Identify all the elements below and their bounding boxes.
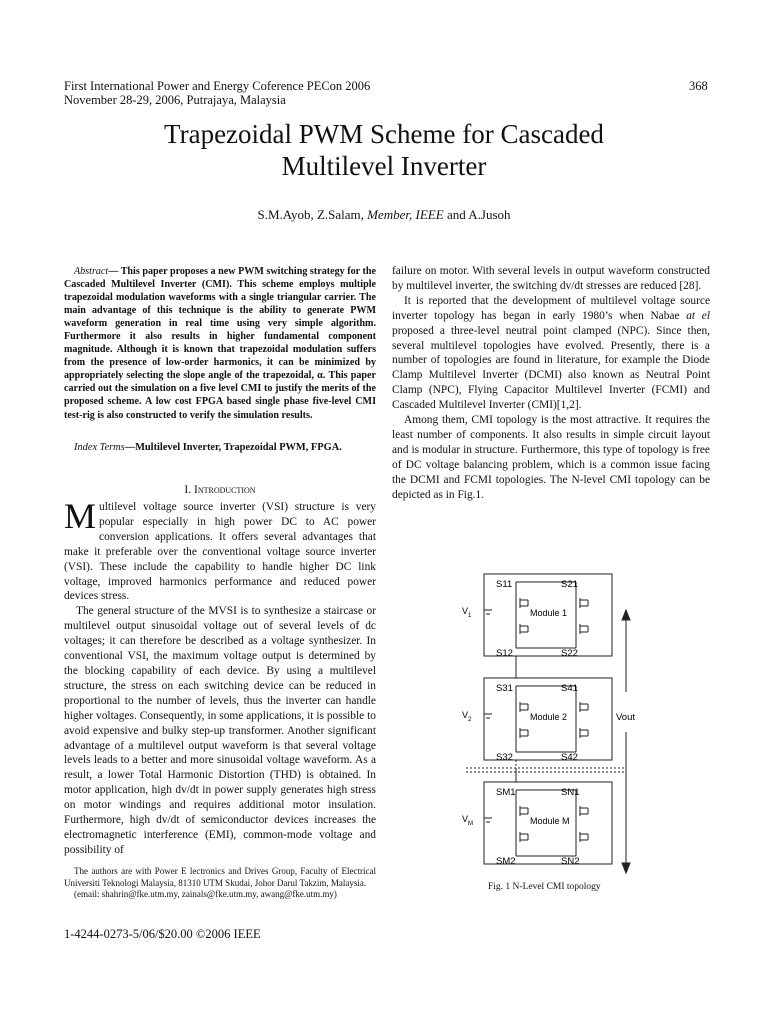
switch-s41: [576, 700, 588, 714]
abstract-label: Abstract: [74, 266, 109, 277]
switch-label: S12: [496, 648, 513, 659]
switch-sm2: [516, 830, 528, 844]
switch-label: S41: [561, 683, 578, 694]
dc-source-label: $V_1$: [462, 606, 472, 619]
conference-name: First International Power and Energy Coference PECon 2006: [64, 79, 371, 93]
conference-dates: November 28-29, 2006, Putrajaya, Malaysia: [64, 93, 286, 107]
abstract-text: — This paper proposes a new PWM switching strategy for the Cascaded Multilevel Inverter (CMI). This scheme employs multiple trapezoidal modulation waveforms with a single triangular carrier. The main advantage of this technique is the ability to generate PWM waveform generation in real time using very simple algorithm. Furthermore it also results in higher fundamental component magnitude. Although it is known that trapezoidal modulation suffers from the presence of low-order harmonics, it can be minimized by appropriately selecting the slope angle of the trapezoidal, α. This paper carried out the simulation on a five level CMI to justify the merits of the proposed scheme. A low cost FPGA based single phase five-level CMI test-rig is also constructed to verify the simulation results.: [64, 266, 376, 421]
switch-s31: [516, 700, 528, 714]
switch-s32: [516, 726, 528, 740]
author-line: S.M.Ayob, Z.Salam, Member, IEEE and A.Jusoh: [257, 207, 511, 222]
running-header: [64, 79, 370, 107]
switch-sm1: [516, 804, 528, 818]
switch-label: S31: [496, 683, 513, 694]
switch-label: SM1: [496, 787, 516, 798]
switch-label: S11: [496, 579, 513, 590]
module-label: Module M: [530, 816, 570, 826]
vout-label: Vout: [616, 712, 636, 723]
copyright-line: 1-4244-0273-5/06/$20.00 ©2006 IEEE: [64, 927, 261, 941]
switch-label: S22: [561, 648, 578, 659]
paper-title: Trapezoidal PWM Scheme for Cascaded Multilevel Inverter: [164, 119, 604, 181]
figure-caption: Fig. 1 N-Level CMI topology: [488, 882, 601, 892]
drop-cap: M: [64, 496, 97, 536]
switch-label: S21: [561, 579, 578, 590]
index-terms: Index Terms—Multilevel Inverter, Trapezoidal PWM, FPGA.: [74, 442, 342, 453]
cmi-topology-figure: [462, 560, 666, 882]
index-terms-label: Index Terms: [74, 442, 125, 453]
dc-source-label: $V_M$: [462, 814, 474, 827]
switch-label: S42: [561, 752, 578, 763]
module-label: Module 1: [530, 608, 568, 618]
footnote: The authors are with Power E lectronics and Drives Group, Faculty of Electrical Universiti Teknologi Malaysia, 81310 UTM Skudai, Johor Darul Takzim, Malaysia. (email: shahrin@fke.utm.my, zainals@fke.utm.my, awang@fke.utm.my): [64, 866, 376, 899]
section-heading: I. Introduction: [184, 484, 256, 496]
switch-s42: [576, 726, 588, 740]
right-column-body: failure on motor. With several levels in output waveform constructed by multilevel inverter, the switching dv/dt stresses are reduced [28]. It is reported that the development of multilevel voltage source inverter topology has began in early 1980’s when Nabae at el proposed a three-level neutral point clamped (NPC). Since then, several multilevel topologies have evolved. Presently, there is a number of topologies are found in literature, for example the Diode Clamp Multilevel Inverter (DCMI) also known as Neutral Point Clamp (NPC), Flying Capacitor Multilevel Inverter (FCMI) and Cascaded Multilevel Inverter (CMI)[1,2]. Among them, CMI topology is the most attractive. It requires the least number of components. It also results in simple circuit layout and is modular in structure. Furthermore, this type of topology is free of DC voltage balancing problem, which is a common issue facing the DCMI and FCMI topologies. The N-level CMI topology can be depicted as in Fig.1.: [392, 265, 710, 501]
switch-s21: [576, 596, 588, 610]
page-number: 368: [689, 79, 708, 93]
switch-label: SM2: [496, 856, 516, 867]
module-label: Module 2: [530, 712, 568, 722]
switch-label: S32: [496, 752, 513, 763]
switch-sn1: [576, 804, 588, 818]
switch-s22: [576, 622, 588, 636]
abstract: [64, 265, 376, 422]
left-column-body: Multilevel voltage source inverter (VSI) structure is very popular especially in high power DC to AC power conversion applications. It offers several advantages that make it preferable over the conventional voltage source inverter (VSI). These include the capability to handle higher DC link voltage, improved harmonics performance and reduced power devices stress. The general structure of the MVSI is to synthesize a staircase or multilevel output sinusoidal voltage out of several levels of dc voltages; it can therefore be described as a voltage synthesizer. In conventional VSI, the maximum voltage output is determined by the blocking capability of each device. By using a multilevel structure, the stress on each switching device can be reduced in proportional to the number of levels, thus the inverter can handle higher voltages. Consequently, in some applications, it is possible to avoid expensive and bulky step-up transformer. Another significant advantage of a multilevel output waveform is that several voltage levels leads to a better and more sinusoidal voltage waveform. As a result, a lower Total Harmonic Distortion (THD) is obtained. In motor application, high dv/dt in power supply generates high stress on motor windings and requires additional motor insulation. Furthermore, high dv/dt of semiconductor devices increases the electromagnetic interference (EMI), common-mode voltage and possibility of: [64, 496, 376, 856]
switch-label: SN2: [561, 856, 580, 867]
switch-label: SN1: [561, 787, 580, 798]
switch-s12: [516, 622, 528, 636]
dc-source-label: $V_2$: [462, 710, 472, 723]
switch-s11: [516, 596, 528, 610]
switch-sn2: [576, 830, 588, 844]
